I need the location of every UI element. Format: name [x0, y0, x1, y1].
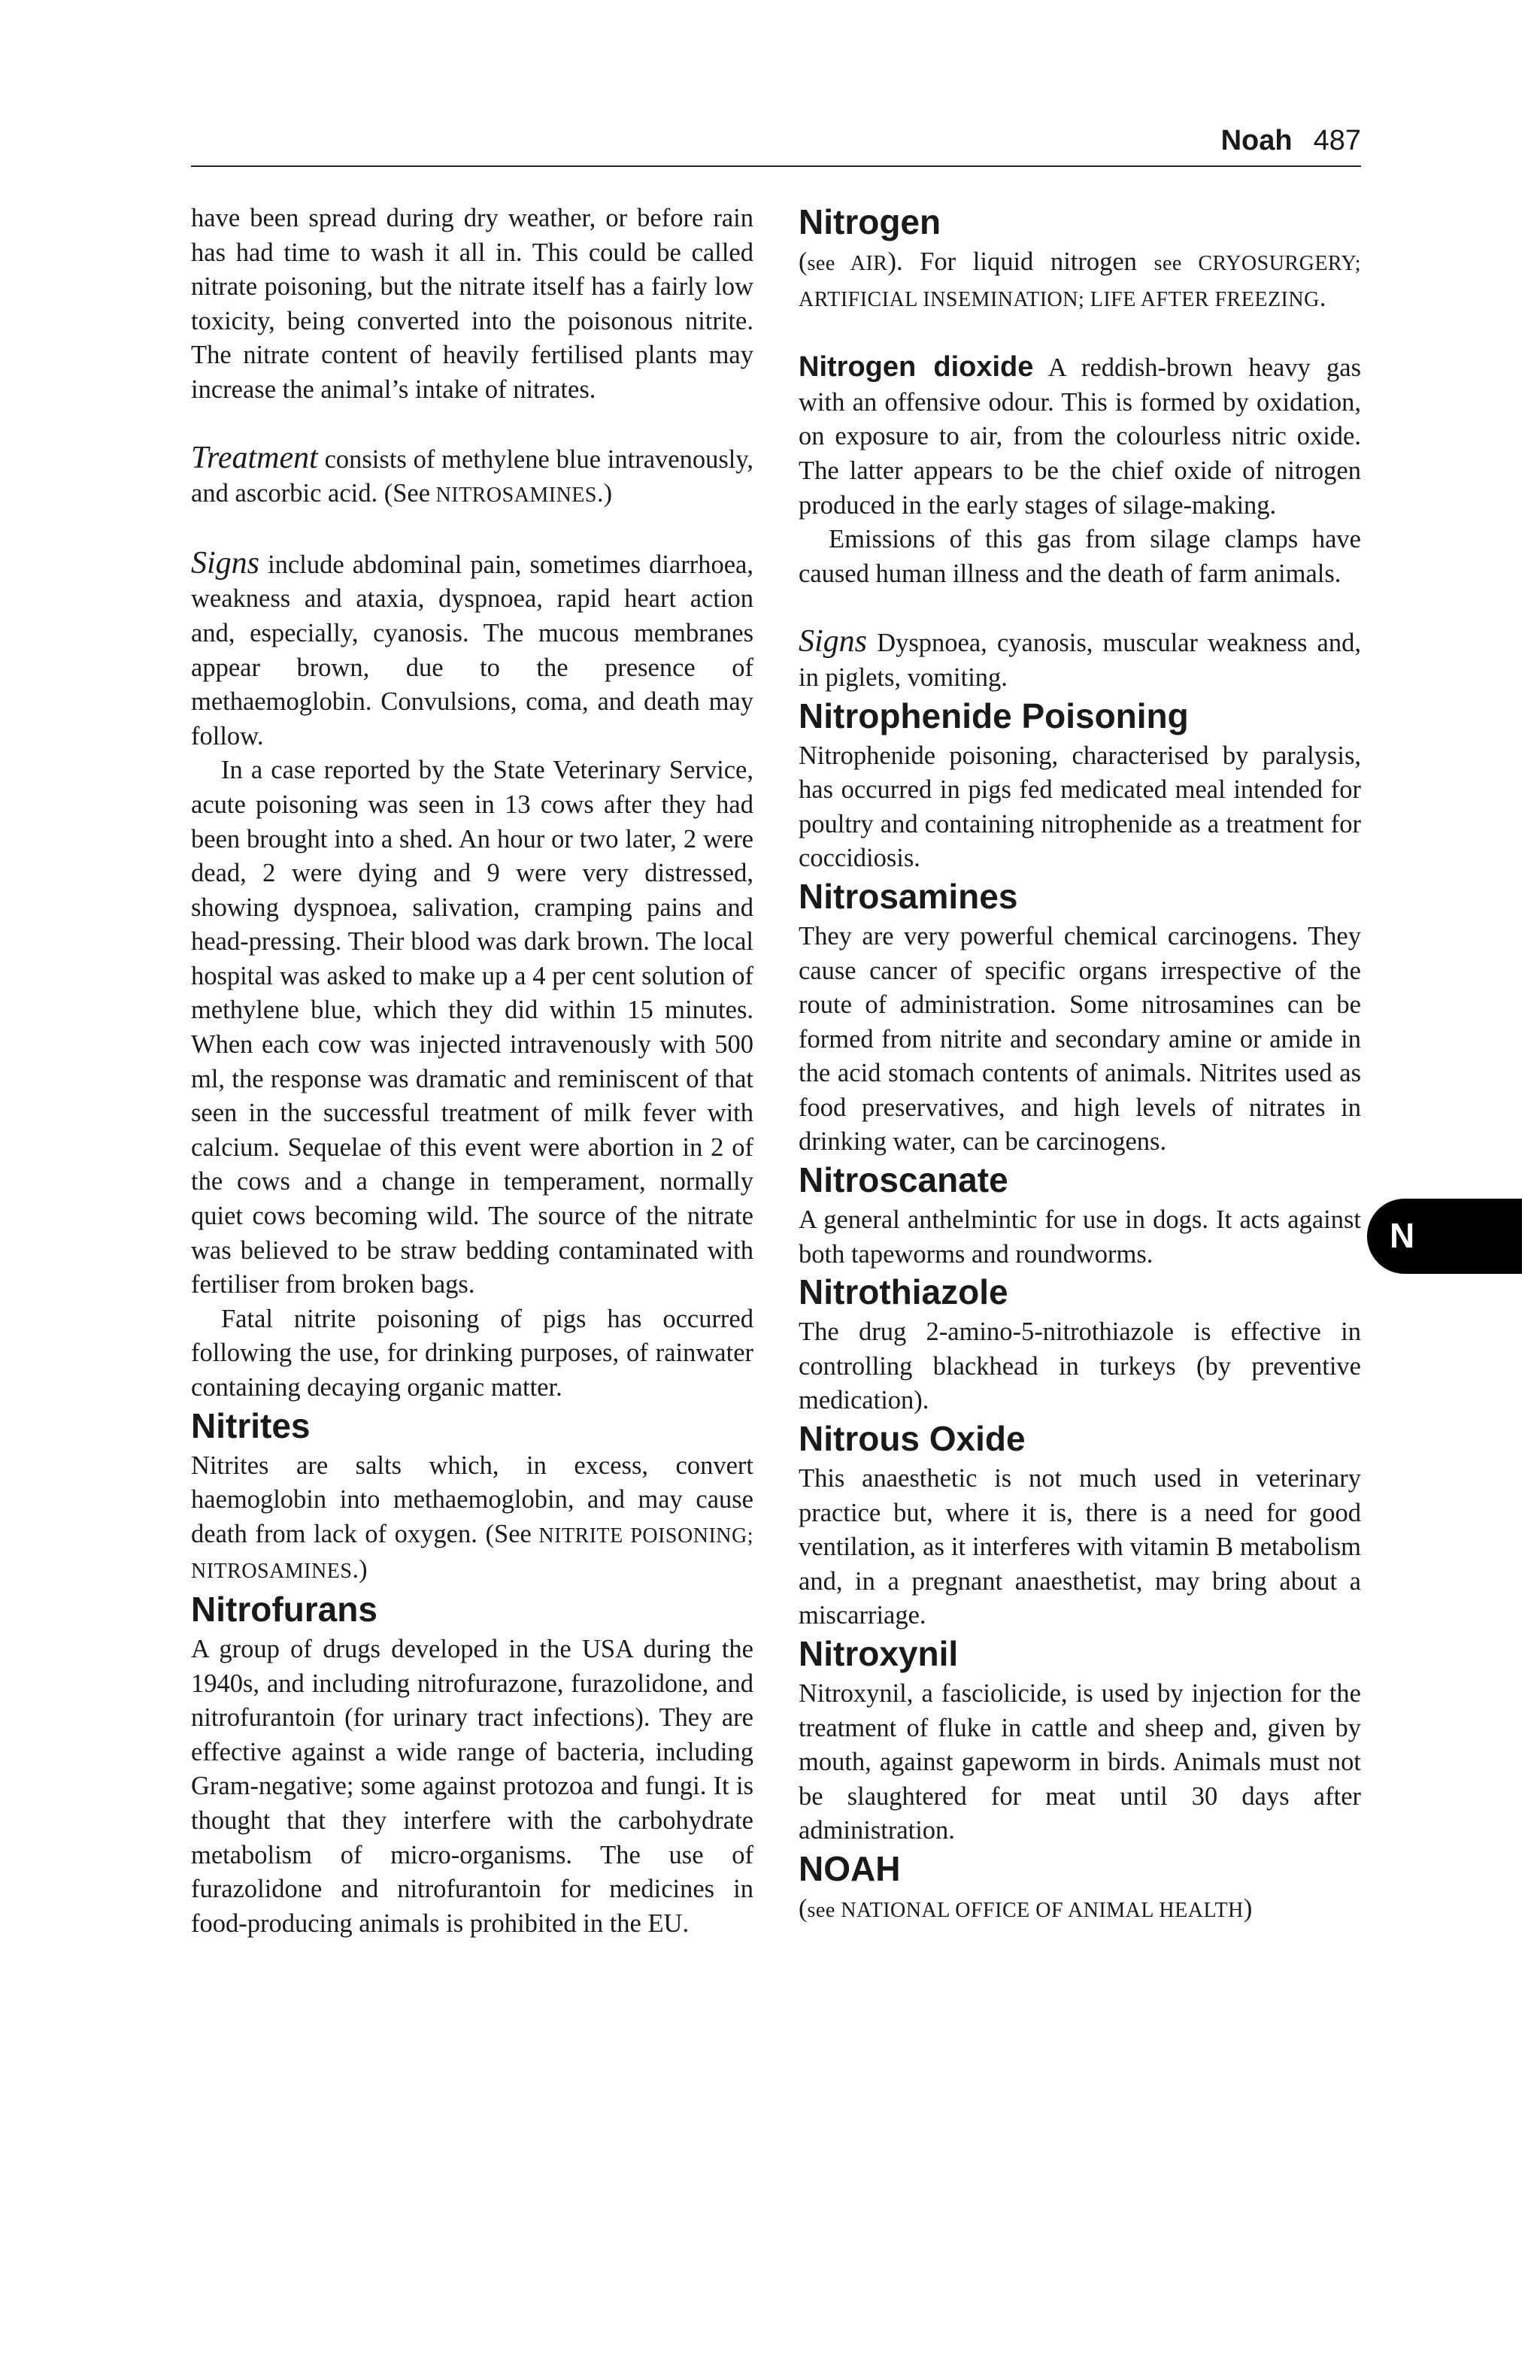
running-head-word: Noah: [1220, 125, 1293, 156]
entry-title-nitrophenide: Nitrophenide Poisoning: [799, 696, 1189, 735]
thumb-index-letter: N: [1390, 1216, 1415, 1255]
signs-subheading: Signs: [799, 624, 868, 659]
entry-text-nitrosamines: They are very powerful chemical carcinogens. They cause cancer of specific organs irrespective of the route of administration. Some nitrosamines can be formed from nitrite and secondary amine or amide in the acid stomach contents of animals. Nitrites used as food preservatives, and high levels of nitrates in drinking water, can be carcinogens.: [799, 921, 1361, 1157]
thumb-index-tab: [1367, 1199, 1522, 1274]
paragraph-dioxide-signs: Signs Dyspnoea, cyanosis, muscular weakness and, in piglets, vomiting.: [799, 624, 1361, 692]
entry-title-nitrogen: Nitrogen: [799, 202, 941, 241]
paragraph-nitrate-cont: have been spread during dry weather, or before rain has had time to wash it all in. This could be called nitrate poisoning, but the nitrate itself has a fairly low toxicity, being converted into the poisonous nitrite. The nitrate content of heavily fertilised plants may increase the animal’s intake of nitrates.: [191, 204, 753, 404]
entry-text-nitrophenide: Nitrophenide poisoning, characterised by paralysis, has occurred in pigs fed medicated meal intended for poultry and containing nitrophenide as a treatment for coccidiosis.: [799, 741, 1361, 873]
cross-reference: NITROSAMINES: [430, 484, 597, 508]
entry-title-nitrogen-dioxide: Nitrogen dioxide: [799, 351, 1034, 384]
entry-title-nitroxynil: Nitroxynil: [799, 1634, 959, 1673]
cross-reference: AIR: [835, 252, 888, 275]
signs-subheading: Signs: [191, 545, 260, 581]
cross-reference: NITRITE POISONING; NITROSAMINES: [191, 1524, 753, 1584]
cross-reference: CRYOSURGERY; ARTIFICIAL INSEMINATION; LIFE AFTER FREEZING: [799, 252, 1361, 311]
entry-title-nitrothiazole: Nitrothiazole: [799, 1272, 1008, 1312]
paragraph-case-report: In a case reported by the State Veterinary Service, acute poisoning was seen in 13 cows after they had been brought into a shed. An hour or two later, 2 were dead, 2 were dying and 9 were very distressed, showing dyspnoea, salivation, cramping pains and head-pressing. Their blood was dark brown. The local hospital was asked to make up a 4 per cent solution of methylene blue, which they did within 15 minutes. When each cow was injected intravenously with 500 ml, the response was dramatic and reminiscent of that seen in the successful treatment of milk fever with calcium. Sequelae of this event were abortion in 2 of the cows and a change in temperament, normally quiet cows becoming wild. The source of the nitrate was believed to be straw bedding contaminated with fertiliser from broken bags.: [191, 756, 753, 1299]
paragraph-fatal-nitrite: Fatal nitrite poisoning of pigs has occurred following the use, for drinking purposes, of rainwater containing decaying organic matter.: [191, 1304, 753, 1402]
entry-text-nitrogen: (see AIR). For liquid nitrogen see CRYOSURGERY; ARTIFICIAL INSEMINATION; LIFE AFTER FREEZING.: [799, 247, 1361, 312]
entry-title-nitrofurans: Nitrofurans: [191, 1589, 377, 1629]
right-column: [799, 202, 1361, 1928]
entry-title-nitroscanate: Nitroscanate: [799, 1160, 1008, 1200]
entry-text-nitrothiazole: The drug 2-amino-5-nitrothiazole is effective in controlling blackhead in turkeys (by preventive medication).: [799, 1317, 1361, 1415]
paragraph-emissions: Emissions of this gas from silage clamps have caused human illness and the death of farm animals.: [799, 525, 1361, 588]
entry-title-nitrous-oxide: Nitrous Oxide: [799, 1419, 1026, 1459]
left-column: [191, 202, 753, 1941]
entry-nitrogen-dioxide: Nitrogen dioxide A reddish-brown heavy gas with an offensive odour. This is formed by oxidation, on exposure to air, from the colourless nitric oxide. The latter appears to be the chief oxide of nitrogen produced in the early stages of silage-making.: [799, 351, 1361, 520]
entry-text-nitroscanate: A general anthelmintic for use in dogs. It acts against both tapeworms and roundworms.: [799, 1205, 1361, 1269]
entry-text-noah: (see NATIONAL OFFICE OF ANIMAL HEALTH): [799, 1893, 1253, 1923]
entry-text-nitrites: Nitrites are salts which, in excess, convert haemoglobin into methaemoglobin, and may cause death from lack of oxygen. (See NITRITE POISONING; NITROSAMINES.): [191, 1451, 753, 1584]
cross-reference: NATIONAL OFFICE OF ANIMAL HEALTH: [835, 1898, 1244, 1922]
entry-text-nitroxynil: Nitroxynil, a fasciolicide, is used by injection for the treatment of fluke in cattle and sheep and, given by mouth, against gapeworm in birds. Animals must not be slaughtered for meat until 30 days after administration.: [799, 1679, 1361, 1845]
entry-title-nitrites: Nitrites: [191, 1405, 311, 1445]
treatment-subheading: Treatment: [191, 440, 318, 475]
entry-text-nitrous-oxide: This anaesthetic is not much used in veterinary practice but, where it is, there is a need for good ventilation, as it interferes with vitamin B metabolism and, in a pregnant anaesthetist, may bring about a miscarriage.: [799, 1464, 1361, 1630]
entry-title-nitrosamines: Nitrosamines: [799, 876, 1018, 916]
running-head-text: [1221, 125, 1361, 157]
paragraph-signs: Signs include abdominal pain, sometimes diarrhoea, weakness and ataxia, dyspnoea, rapid heart action and, especially, cyanosis. The mucous membranes appear brown, due to the presence of methaemoglobin. Convulsions, coma, and death may follow.: [191, 545, 753, 750]
running-head: [191, 120, 1361, 167]
page-number: 487: [1313, 125, 1361, 156]
entry-title-noah: NOAH: [799, 1848, 901, 1888]
entry-text-nitrofurans: A group of drugs developed in the USA during the 1940s, and including nitrofurazone, furazolidone, and nitrofurantoin (for urinary tract infections). They are effective against a wide range of bacteria, including Gram-negative; some against protozoa and fungi. It is thought that they interfere with the carbohydrate metabolism of micro-organisms. The use of furazolidone and nitrofurantoin for medicines in food-producing animals is prohibited in the EU.: [191, 1634, 753, 1938]
paragraph-treatment: Treatment consists of methylene blue intravenously, and ascorbic acid. (See NITROSAMINES.): [191, 440, 753, 508]
